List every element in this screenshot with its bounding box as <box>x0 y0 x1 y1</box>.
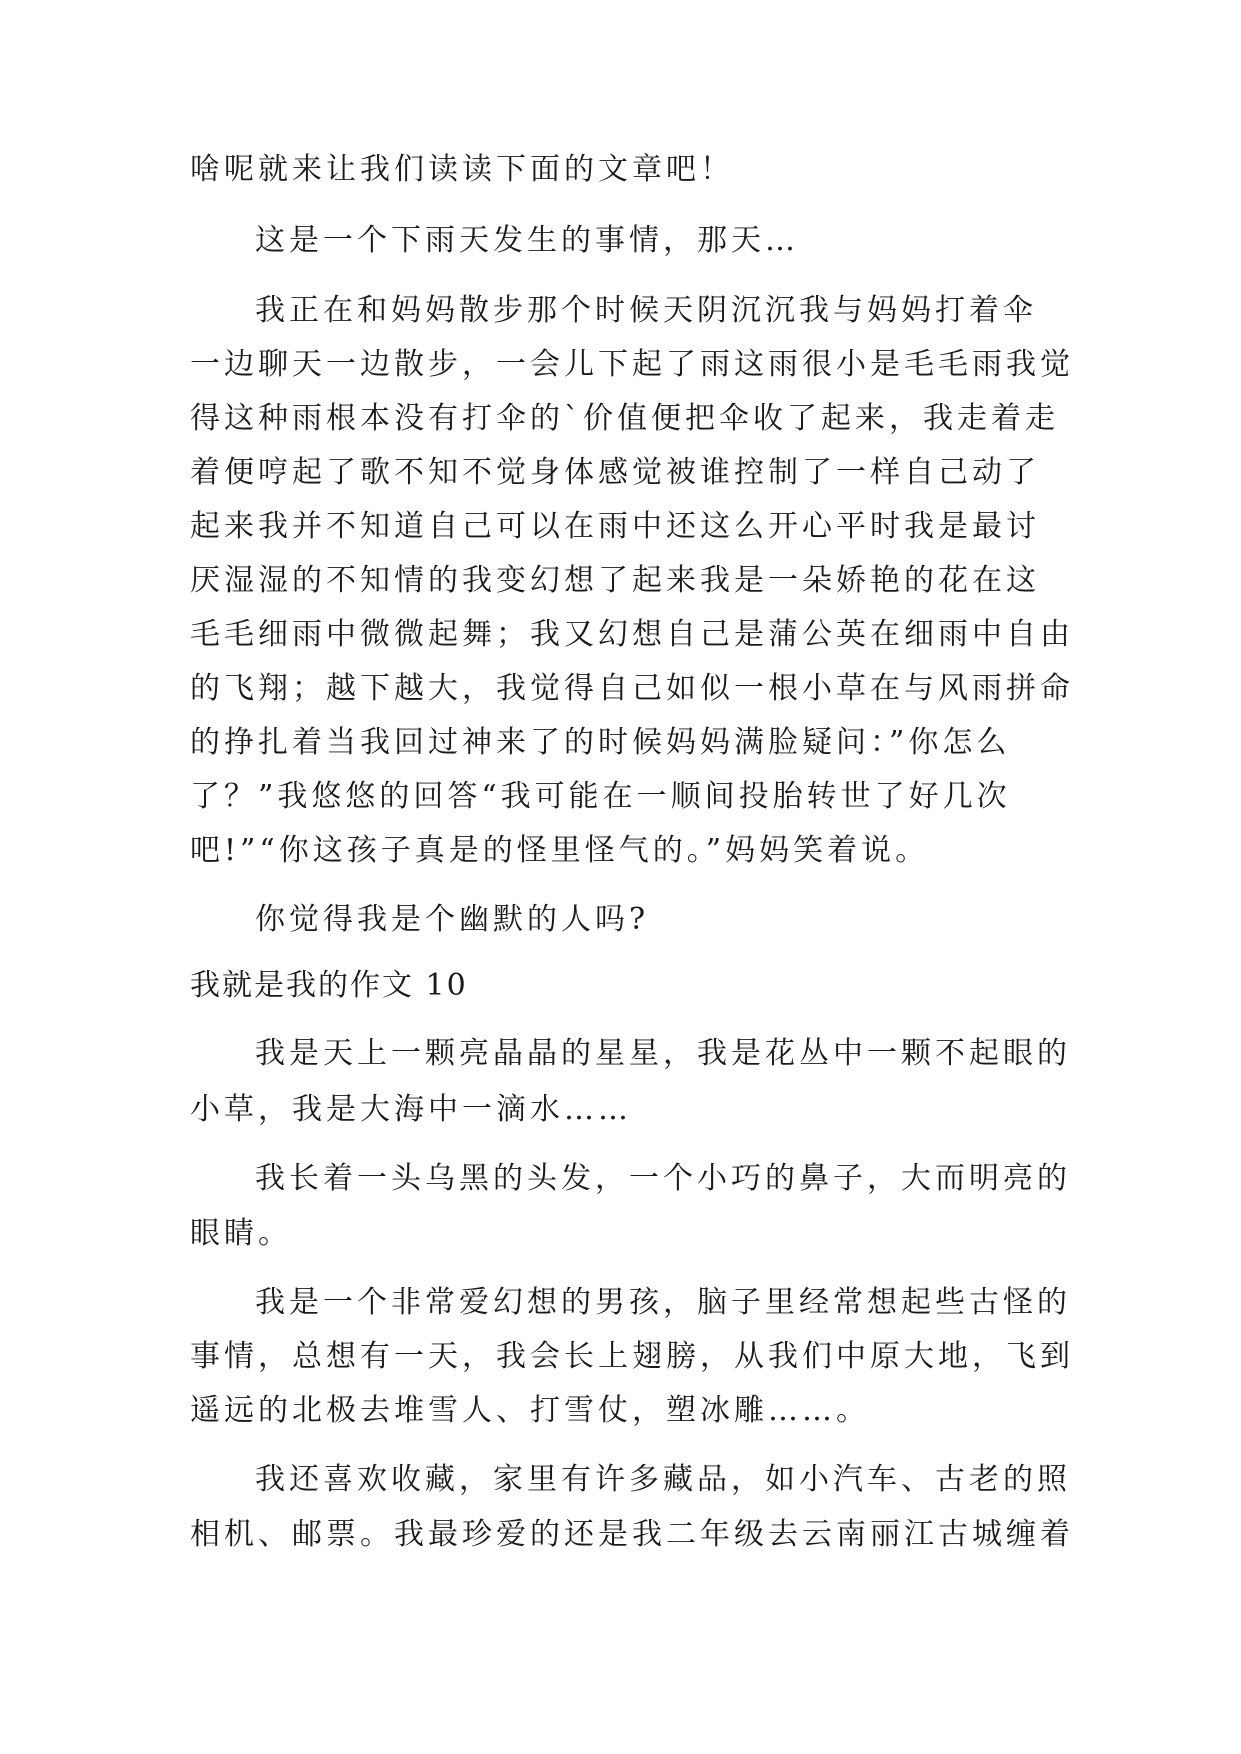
text-line: 起来我并不知道自己可以在雨中还这么开心平时我是最讨 <box>190 509 1040 544</box>
text-line: 相机、邮票。我最珍爱的还是我二年级去云南丽江古城缠着 <box>190 1517 1074 1552</box>
text-line: 遥远的北极去堆雪人、打雪仗，塑冰雕……。 <box>190 1393 870 1428</box>
text-line: 啥呢就来让我们读读下面的文章吧！ <box>190 152 734 187</box>
text-line: 事情，总想有一天，我会长上翅膀，从我们中原大地，飞到 <box>190 1339 1074 1374</box>
text-line: 毛毛细雨中微微起舞；我又幻想自己是蒲公英在细雨中自由 <box>190 617 1074 652</box>
text-line: 眼睛。 <box>190 1216 292 1251</box>
text-line: 得这种雨根本没有打伞的`价值便把伞收了起来，我走着走 <box>190 401 1059 436</box>
text-line: 我是一个非常爱幻想的男孩，脑子里经常想起些古怪的 <box>255 1285 1071 1320</box>
text-line: 我正在和妈妈散步那个时候天阴沉沉我与妈妈打着伞 <box>255 293 1037 328</box>
text-line: 我长着一头乌黑的头发，一个小巧的鼻子，大而明亮的 <box>255 1161 1071 1196</box>
text-line: 了？”我悠悠的回答“我可能在一顺间投胎转世了好几次 <box>190 779 1011 814</box>
text-line: 这是一个下雨天发生的事情，那天… <box>255 223 799 258</box>
text-line: 你觉得我是个幽默的人吗? <box>255 902 650 937</box>
text-line: 我是天上一颗亮晶晶的星星，我是花丛中一颗不起眼的 <box>255 1036 1071 1071</box>
section-heading: 我就是我的作文 10 <box>190 968 468 1003</box>
text-line: 的挣扎着当我回过神来了的时候妈妈满脸疑问：”你怎么 <box>190 725 1011 760</box>
text-line: 吧!”“你这孩子真是的怪里怪气的。”妈妈笑着说。 <box>190 833 930 868</box>
text-line: 我还喜欢收藏，家里有许多藏品，如小汽车、古老的照 <box>255 1462 1071 1497</box>
text-line: 的飞翔；越下越大，我觉得自己如似一根小草在与风雨拼命 <box>190 671 1074 706</box>
text-line: 着便哼起了歌不知不觉身体感觉被谁控制了一样自己动了 <box>190 455 1040 490</box>
text-line: 小草，我是大海中一滴水…… <box>190 1092 632 1127</box>
text-line: 厌湿湿的不知情的我变幻想了起来我是一朵娇艳的花在这 <box>190 563 1040 598</box>
text-line: 一边聊天一边散步，一会儿下起了雨这雨很小是毛毛雨我觉 <box>190 347 1074 382</box>
